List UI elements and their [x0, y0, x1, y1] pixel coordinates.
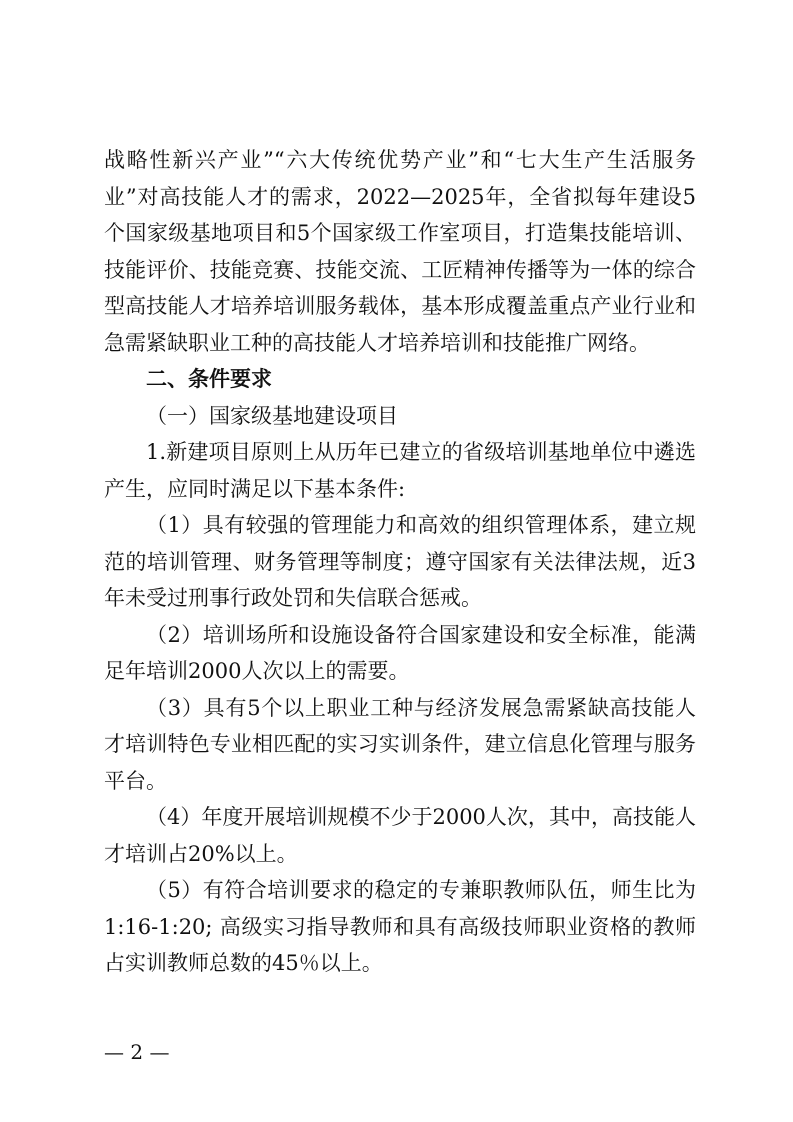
condition-item-3: （3）具有5个以上职业工种与经济发展急需紧缺高技能人才培训特色专业相匹配的实习实训条件，建立信息化管理与服务平台。: [104, 695, 696, 793]
section-heading-conditions: 二、条件要求: [146, 367, 272, 391]
condition-item-1: （1）具有较强的管理能力和高效的组织管理体系，建立规范的培训管理、财务管理等制度；遵守国家有关法律法规，近3年未受过刑事行政处罚和失信联合惩戒。: [104, 513, 696, 610]
page-number: — 2 —: [104, 1040, 170, 1064]
condition-item-4: （4）年度开展培训规模不少于2000人次，其中，高技能人才培训占20%以上。: [104, 805, 696, 866]
paragraph-intro-continuation: 战略性新兴产业”“六大传统优势产业”和“七大生产生活服务业”对高技能人才的需求，2022—2025年，全省拟每年建设5个国家级基地项目和5个国家级工作室项目，打造集技能培训、技能评价、技能竞赛、技能交流、工匠精神传播等为一体的综合型高技能人才培养培训服务载体，基本形成覆盖重点产业行业和急需紧缺职业工种的高技能人才培养培训和技能推广网络。: [104, 148, 696, 355]
paragraph-new-project-rule: 1.新建项目原则上从历年已建立的省级培训基地单位中遴选产生，应同时满足以下基本条件:: [104, 440, 696, 501]
condition-item-2: （2）培训场所和设施设备符合国家建设和安全标准，能满足年培训2000人次以上的需要。: [104, 622, 696, 683]
document-body: [104, 142, 696, 982]
condition-item-5: （5）有符合培训要求的稳定的专兼职教师队伍，师生比为1:16-1:20; 高级实习指导教师和具有高级技师职业资格的教师占实训教师总数的45％以上。: [104, 878, 696, 975]
subsection-heading-national-base: （一）国家级基地建设项目: [146, 403, 398, 428]
